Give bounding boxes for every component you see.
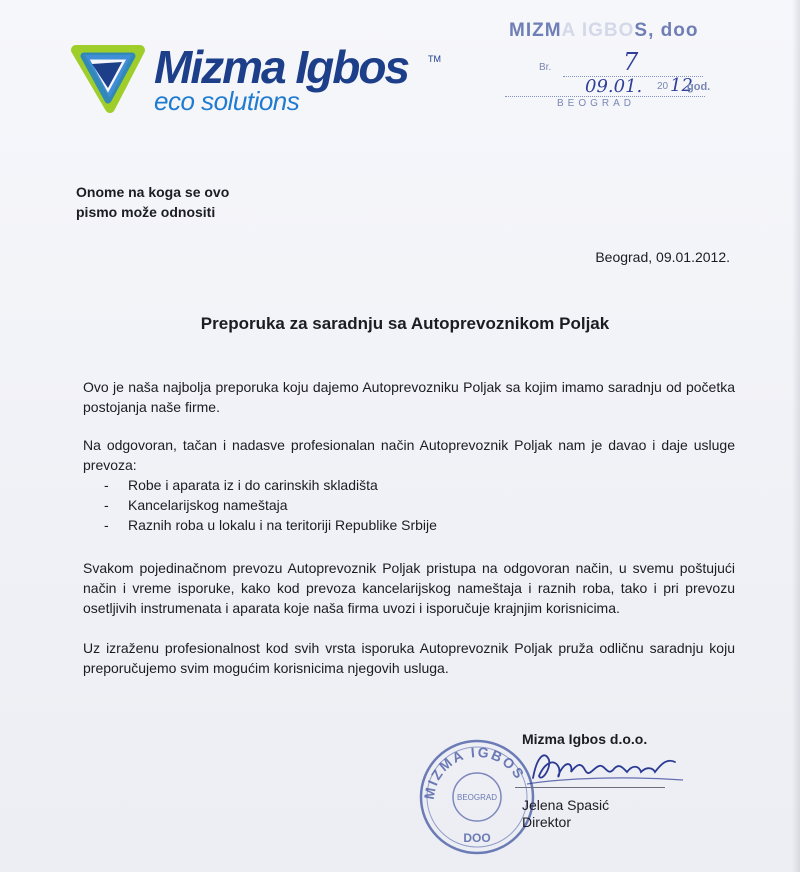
paragraph: Na odgovoran, tačan i nadasve profesionalan način Autoprevoznik Poljak nam je davao i daje usluge prevoza: [83, 437, 735, 473]
list-item-text: Raznih roba u lokalu i na teritoriji Republike Srbije [128, 517, 437, 533]
stamp-ring-text: MIZMA IGBOS [420, 743, 529, 801]
logo-trademark: TM [428, 54, 441, 64]
registration-date-printed: 20 [657, 81, 669, 92]
list-item [104, 475, 437, 495]
registration-number: 7 [623, 48, 639, 76]
list-marker: - [104, 497, 109, 513]
list-marker: - [104, 517, 109, 533]
stamp-bottom-text: DOO [463, 831, 491, 845]
stamp-center-text: BEOGRAD [456, 793, 498, 802]
registration-year-handwritten: 12 [670, 75, 693, 96]
paragraph: Svakom pojedinačnom prevozu Autoprevoznik Poljak pristupa na odgovoran način, u svemu poštujući način i vreme isporuke, kako kod prevoza kancelarijskog nameštaja i raznih roba, tako i pri prevozu osetljivih instrumenata i aparata koje naša firma uvozi i isporučuje krajnjim korisnicima. [83, 560, 735, 616]
registration-number-label: Br. [539, 62, 552, 73]
logo-name: Mizma Igbos [154, 41, 409, 93]
registration-stamp [505, 18, 775, 118]
letter-title: Preporuka za saradnju sa Autoprevoznikom Poljak [200, 314, 610, 333]
list-marker: - [104, 477, 109, 493]
registration-date-handwritten: 09.01. [585, 76, 643, 97]
logo-tagline: eco solutions [154, 86, 300, 116]
signature-company: Mizma Igbos d.o.o. [522, 731, 648, 747]
registration-year-suffix: god. [687, 81, 711, 93]
list-item [104, 515, 437, 535]
registration-stamp-company: MIZMA IGBOS, doo [509, 20, 699, 41]
signatory-role: Direktor [522, 814, 572, 830]
list-item-text: Kancelarijskog nameštaja [128, 497, 288, 513]
paragraph: Uz izraženu profesionalnost kod svih vrsta isporuka Autoprevoznik Poljak pruža odličnu saradnju koju preporučujemo svim mogućim korisnicima njegovih usluga. [83, 640, 735, 676]
handwritten-signature [515, 738, 695, 800]
list-item [104, 495, 437, 515]
addressee-line: pismo može odnositi [76, 204, 216, 220]
list-item-text: Robe i aparata iz i do carinskih skladišta [128, 477, 378, 493]
signature-line [515, 787, 665, 788]
logo-mark-icon [70, 42, 148, 116]
paragraph: Ovo je naša najbolja preporuka koju dajemo Autoprevozniku Poljak sa kojim imamo saradnju od početka postojanja naše firme. [83, 379, 735, 415]
addressee-line: Onome na koga se ovo [76, 184, 230, 200]
place-date: Beograd, 09.01.2012. [595, 249, 730, 265]
registration-city: BEOGRAD [557, 98, 636, 109]
signatory-name: Jelena Spasić [522, 797, 610, 813]
company-logo [70, 40, 450, 120]
services-list [104, 475, 437, 535]
paper-edge-shadow [792, 0, 800, 872]
addressee [76, 182, 229, 222]
